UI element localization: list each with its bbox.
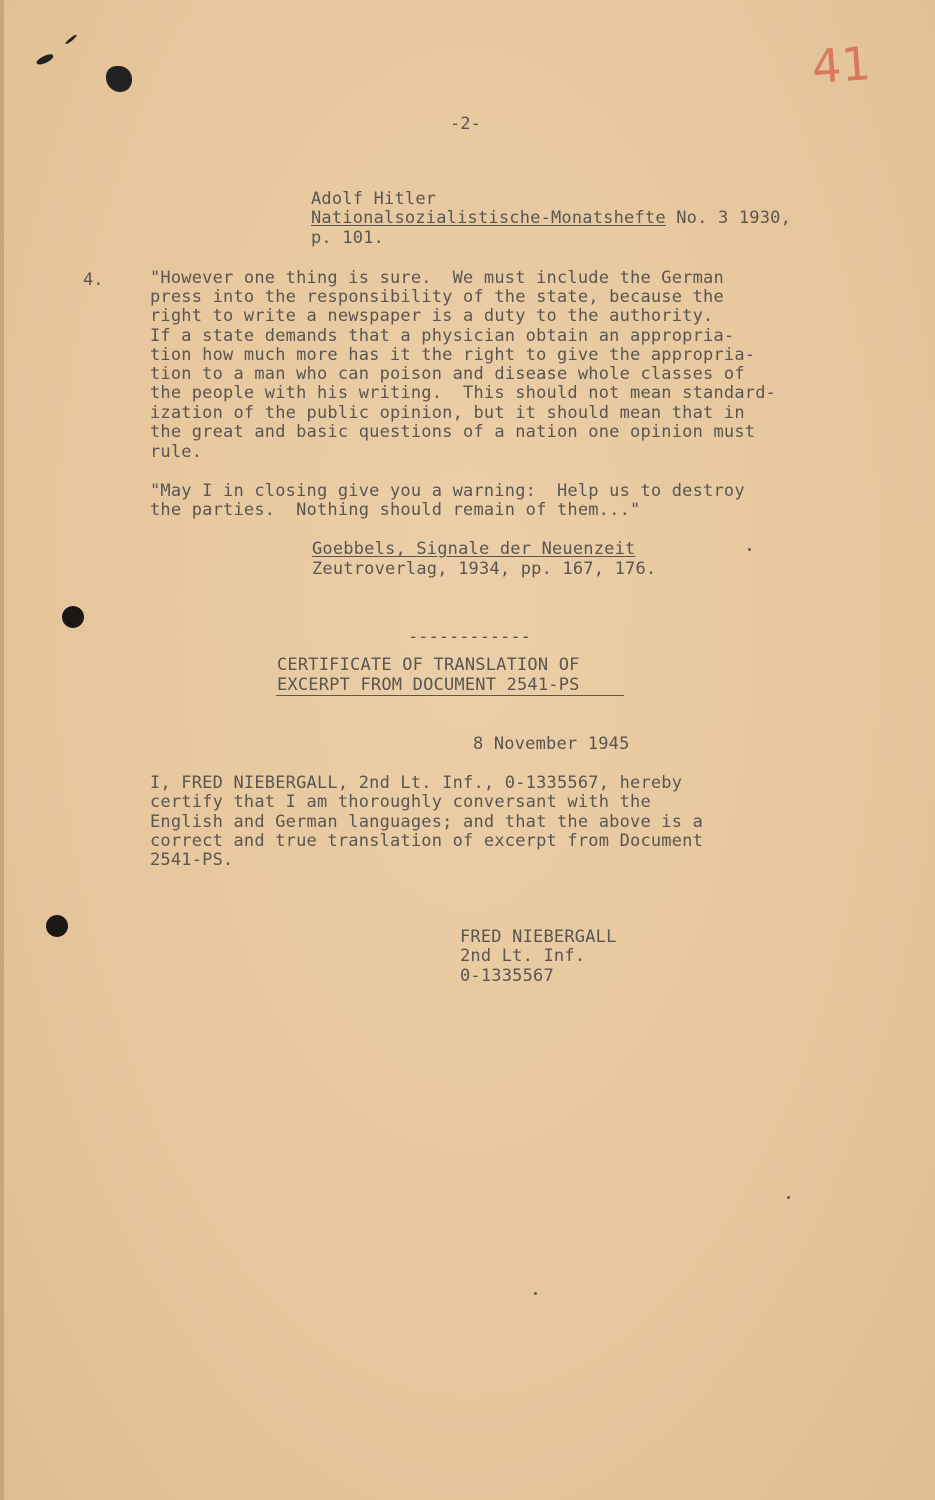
quote-line: "However one thing is sure. We must include the German	[150, 268, 724, 288]
ink-smudge	[106, 66, 132, 92]
citation-page: p. 101.	[311, 228, 385, 248]
punch-hole	[62, 606, 84, 628]
separator-line: ------------	[408, 627, 531, 647]
certificate-line: I, FRED NIEBERGALL, 2nd Lt. Inf., 0-1335567, hereby	[150, 773, 683, 793]
ink-mark	[35, 52, 54, 67]
signature-rank: 2nd Lt. Inf.	[460, 946, 586, 966]
certificate-line: English and German languages; and that the above is a	[150, 812, 704, 832]
punch-hole	[46, 915, 68, 937]
quote-line: tion to a man who can poison and disease whole classes of	[150, 364, 745, 384]
handwritten-page-number: 41	[810, 36, 873, 94]
quote-line: ization of the public opinion, but it should mean that in	[150, 403, 745, 423]
quote2-line: "May I in closing give you a warning: Help us to destroy	[150, 481, 745, 501]
certificate-title-rule	[276, 695, 624, 696]
certificate-line: correct and true translation of excerpt from Document	[150, 831, 704, 851]
certificate-line: certify that I am thoroughly conversant with the	[150, 792, 651, 812]
journal-title: Nationalsozialistische-Monatshefte	[311, 208, 666, 228]
speck	[534, 1292, 537, 1295]
citation2-publisher: Zeutroverlag, 1934, pp. 167, 176.	[312, 559, 657, 579]
signature-serial: 0-1335567	[460, 966, 554, 986]
certificate-line: 2541-PS.	[150, 850, 234, 870]
quote-line: right to write a newspaper is a duty to the authority.	[150, 306, 714, 326]
quote2-line: the parties. Nothing should remain of them..."	[150, 500, 641, 520]
signature-name: FRED NIEBERGALL	[460, 927, 617, 947]
certificate-date: 8 November 1945	[473, 734, 630, 754]
item-number: 4.	[83, 270, 104, 290]
citation2-source: Goebbels, Signale der Neuenzeit	[312, 539, 636, 559]
quote-line: the great and basic questions of a nation one opinion must	[150, 422, 756, 442]
journal-issue: No. 3 1930,	[665, 208, 792, 228]
quote-line: tion how much more has it the right to give the appropria-	[150, 345, 756, 365]
page-edge	[0, 0, 4, 1500]
certificate-title: CERTIFICATE OF TRANSLATION OF	[277, 655, 580, 675]
certificate-subtitle: EXCERPT FROM DOCUMENT 2541-PS	[277, 675, 580, 695]
quote-line: rule.	[150, 442, 203, 462]
quote-line: the people with his writing. This should not mean standard-	[150, 383, 777, 403]
citation-author: Adolf Hitler	[311, 189, 437, 209]
page-number: -2-	[450, 114, 481, 134]
speck	[787, 1196, 790, 1199]
quote-line: If a state demands that a physician obtain an appropria-	[150, 326, 735, 346]
ink-mark	[65, 34, 78, 45]
quote-line: press into the responsibility of the state, because the	[150, 287, 724, 307]
citation-journal	[311, 209, 791, 229]
speck	[748, 548, 751, 551]
